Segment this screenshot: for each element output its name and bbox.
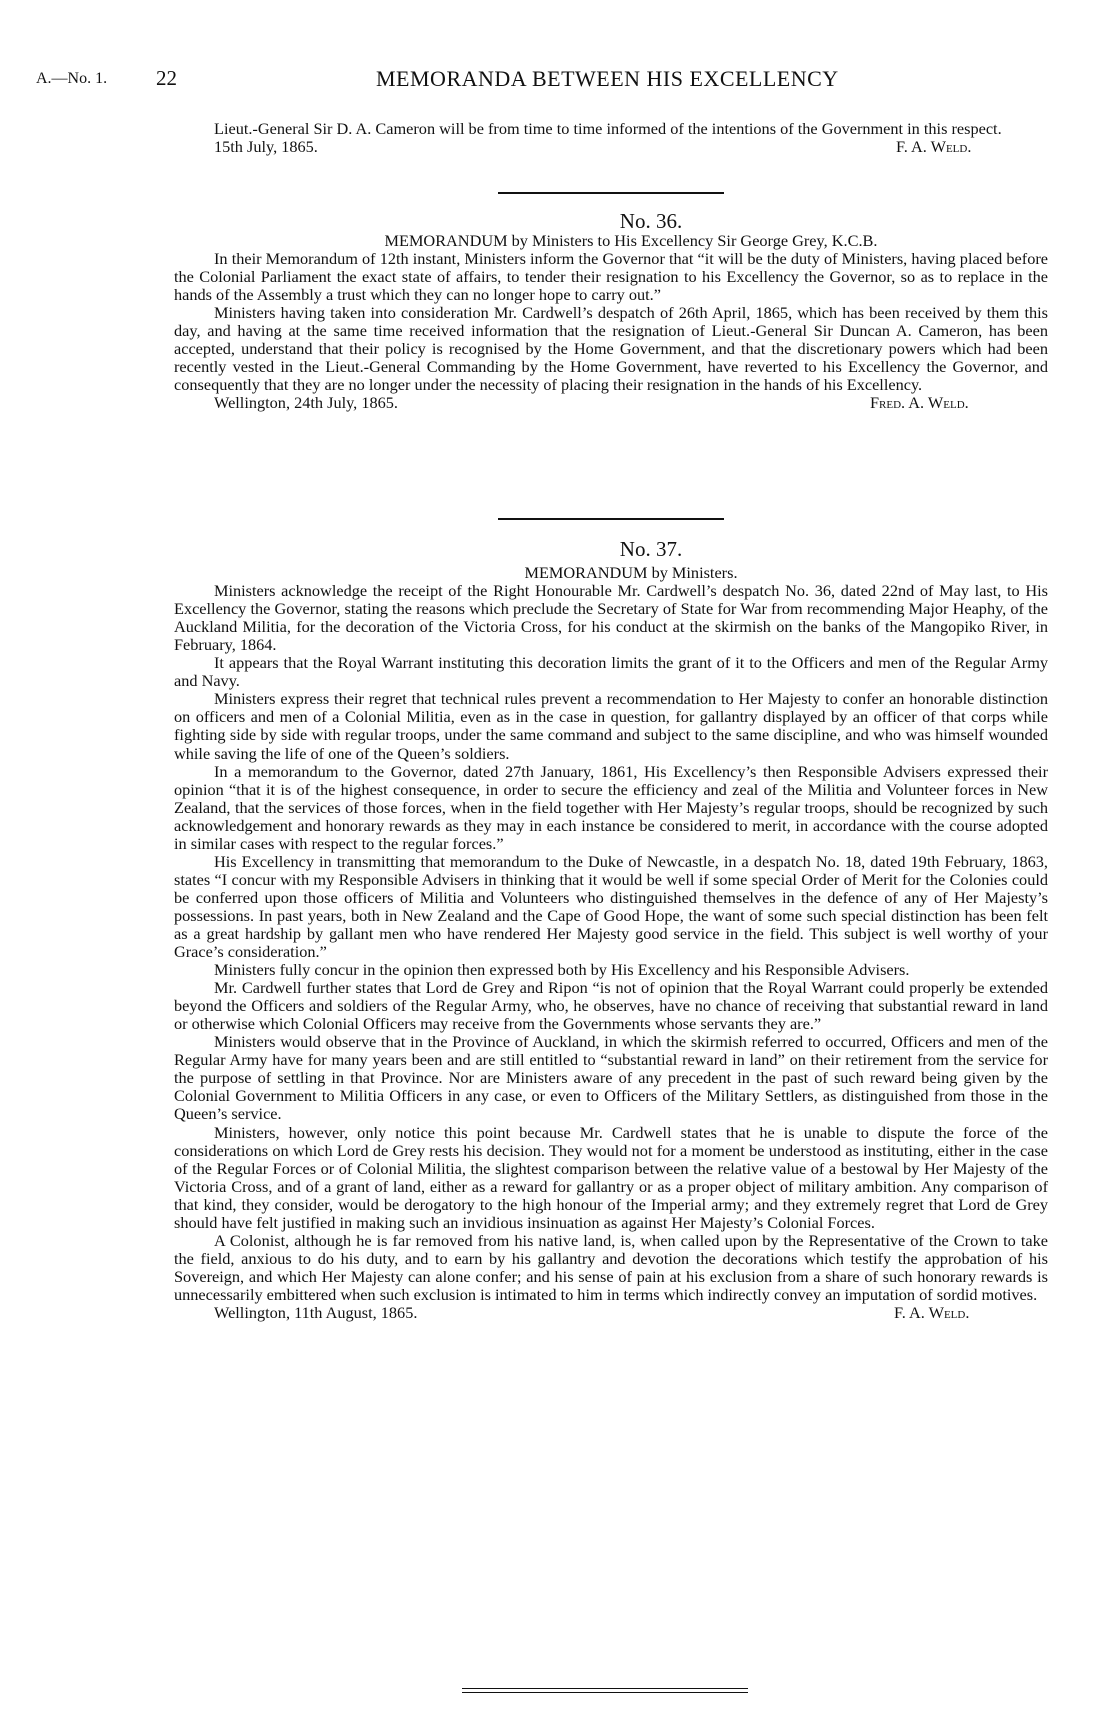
memo-heading: MEMORANDUM by Ministers to His Excellency Sir George Grey, K.C.B. — [384, 231, 878, 251]
page-header — [36, 66, 1074, 96]
memo-number: No. 36. — [619, 209, 683, 233]
intro-signature: F. A. Weld. — [896, 137, 972, 157]
memo-number: No. 37. — [619, 537, 683, 561]
memo-paragraph: In their Memorandum of 12th instant, Ministers inform the Governor that “it will be the duty of Ministers, having placed before the Colonial Parliament the exact state of affairs, to tender their resignation to his Excellency the Governor, so as to replace in the hands of the Assembly a trust which they can no longer hope to carry out.” — [174, 249, 1048, 305]
section-divider — [498, 192, 724, 194]
intro-paragraph: Lieut.-General Sir D. A. Cameron will be from time to time informed of the intentions of the Government in this respect. — [214, 119, 1002, 138]
memo-paragraph: Ministers acknowledge the receipt of the Right Honourable Mr. Cardwell’s despatch No. 36, dated 22nd of May last, to His Excellency the Governor, stating the reasons which preclude the Secretary of State for War from recommending Major Heaphy, of the Auckland Militia, for the decoration of the Victoria Cross, for his conduct at the skirmish on the banks of the Mangopiko River, in February, 1864. — [174, 581, 1048, 655]
memo-36 — [174, 209, 1048, 413]
page-number: 22 — [156, 66, 177, 90]
memo-signature: F. A. Weld. — [894, 1302, 970, 1322]
parliamentary-paper-ref: A.—No. 1. — [36, 70, 108, 87]
memo-paragraph: Mr. Cardwell further states that Lord de Grey and Ripon “is not of opinion that the Royal Warrant could properly be extended beyond the Officers and soldiers of the Regular Army, who, he observes, have no chance of receiving that substantial reward in land or otherwise which Colonial Officers may receive from the Governments whose servants they are.” — [174, 978, 1048, 1034]
memo-heading: MEMORANDUM by Ministers. — [524, 563, 738, 583]
memo-paragraph: Ministers would observe that in the Province of Auckland, in which the skirmish referred to occurred, Officers and men of the Regular Army have for many years been and are still entitled to “substantial reward in land” on their retirement from the service for the purpose of settling in that Province. Nor are Ministers aware of any precedent in the past of such reward being given by the Colonial Government to Militia Officers in any case, or even to Officers of the Military Settlers, as distinguished from those in the Queen’s service. — [174, 1032, 1048, 1124]
end-divider — [462, 1692, 748, 1693]
intro-section — [174, 120, 1048, 156]
memo-paragraph: Ministers fully concur in the opinion then expressed both by His Excellency and his Responsible Advisers. — [214, 960, 910, 980]
memo-paragraph: Ministers having taken into consideration Mr. Cardwell’s despatch of 26th April, 1865, which has been received by them this day, and having at the same time received information that the resignation of Lieut.-General Sir Duncan A. Cameron, has been accepted, understand that their policy is recognised by the Home Government, and that the discretionary powers which had been recently vested in the Lieut.-General Commanding by the Home Government, have reverted to his Excellency the Governor, and consequently that they are no longer under the necessity of placing their resignation in the hands of his Excellency. — [174, 303, 1048, 395]
memo-paragraph: Ministers, however, only notice this point because Mr. Cardwell states that he is unable to dispute the force of the considerations on which Lord de Grey rests his decision. They would not for a moment be understood as instituting, either in the case of the Regular Forces or of Colonial Militia, the slightest comparison between the relative value of a bestowal by Her Majesty of the Victoria Cross, and of a grant of land, either as a reward for gallantry or as a proper object of military ambition. Any comparison of that kind, they consider, would be derogatory to the high honour of the Imperial army; and they extremely regret that Lord de Grey should have felt justified in making such an invidious insinuation as against Her Majesty’s Colonial Forces. — [174, 1122, 1048, 1232]
intro-date: 15th July, 1865. — [214, 137, 318, 157]
memo-signoff — [174, 394, 1048, 412]
section-divider — [498, 518, 724, 520]
memo-paragraph: It appears that the Royal Warrant instituting this decoration limits the grant of it to the Officers and men of the Regular Army and Navy. — [174, 653, 1048, 691]
memo-paragraph: Ministers express their regret that technical rules prevent a recommendation to Her Majesty to confer an honorable distinction on officers and men of a Colonial Militia, even as in the case in question, for gallantry displayed by an officer of that corps while fighting side by side with regular troops, under the same command and subject to the same discipline, and who was himself wounded while saving the life of one of the Queen’s soldiers. — [174, 689, 1048, 763]
memo-date: Wellington, 24th July, 1865. — [214, 393, 398, 413]
running-title: MEMORANDA BETWEEN HIS EXCELLENCY — [376, 66, 839, 91]
memo-paragraph: A Colonist, although he is far removed from his native land, is, when called upon by the Representative of the Crown to take the field, anxious to do his duty, and to earn by his gallantry and devotion the decorations which testify the approbation of his Sovereign, and which Her Majesty can alone confer; and his sense of pain at his exclusion from a share of such honorary rewards is unnecessarily embittered when such exclusion is intimated to him in terms which indirectly convey an imputation of sordid motives. — [174, 1230, 1048, 1304]
memo-paragraph: His Excellency in transmitting that memorandum to the Duke of Newcastle, in a despatch No. 18, dated 19th February, 1863, states “I concur with my Responsible Advisers in thinking that it would be well if some special Order of Merit for the Colonies could be conferred upon those officers of Militia and Volunteers who distinguished themselves in the defence of any of Her Majesty’s possessions. In past years, both in New Zealand and the Cape of Good Hope, the want of some such special distinction has been felt as a great hardship by gallant men who have rendered Her Majesty good service in the field. This subject is well worthy of your Grace’s consideration.” — [174, 851, 1048, 962]
memo-paragraph: In a memorandum to the Governor, dated 27th January, 1861, His Excellency’s then Responsible Advisers expressed their opinion “that it is of the highest consequence, in order to secure the efficiency and zeal of the Militia and Volunteer forces in New Zealand, that the services of those forces, when in the field together with Her Majesty’s regular troops, should be recognized by such acknowledgement and honorary rewards as they may in each instance be considered to merit, in accordance with the course adopted in similar cases with respect to the regular forces.” — [174, 761, 1048, 853]
memo-37 — [174, 537, 1048, 1322]
memo-signature: Fred. A. Weld. — [870, 393, 969, 413]
memo-date: Wellington, 11th August, 1865. — [214, 1302, 418, 1322]
intro-signoff — [174, 138, 1048, 156]
memo-signoff — [174, 1304, 1048, 1322]
end-divider — [462, 1688, 748, 1689]
